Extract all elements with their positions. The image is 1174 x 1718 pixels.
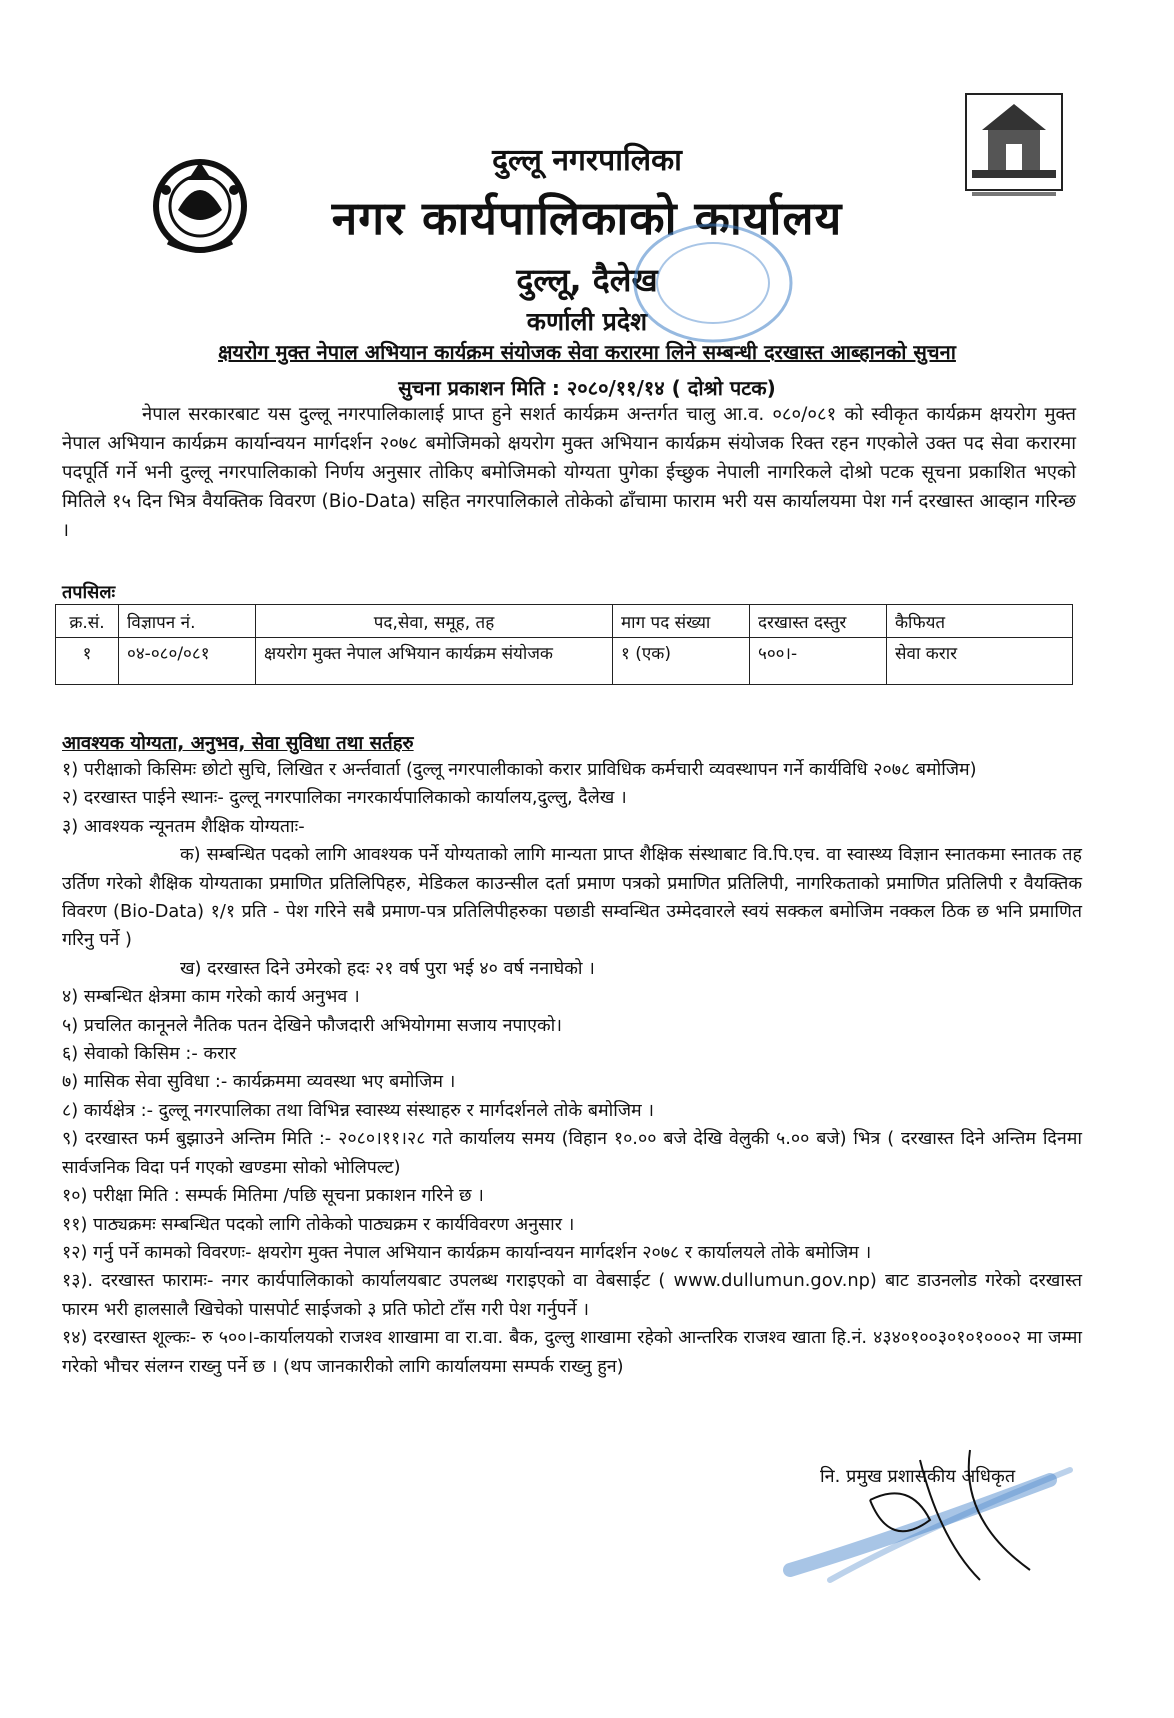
intro-paragraph: नेपाल सरकारबाट यस दुल्लू नगरपालिकालाई प्राप्त हुने सशर्त कार्यक्रम अन्तर्गत चालु आ.व. ०८०/०८१ को स्वीकृत कार्यक्रम क्षयरोग मुक्त नेपाल अभियान कार्यक्रम कार्यान्वयन मार्गदर्शन २०७८ बमोजिमको क्षयरोग मुक्त अभियान कार्यक्रम संयोजक रिक्त रहन गएकोले उक्त पद सेवा करारमा पदपूर्ति गर्ने भनी दुल्लू नगरपालिकाको निर्णय अनुसार तोकिए बमोजिमको योग्यता पुगेका ईच्छुक नेपाली नागरिकले दोश्रो पटक सूचना प्रकाशित भएको मितिले १५ दिन भित्र वैयक्तिक विवरण (Bio-Data) सहित नगरपालिकाले तोकेको ढाँचामा फाराम भरी यस कार्यालयमा पेश गर्न दरखास्त आव्हान गरिन्छ । bbox=[62, 404, 1076, 541]
office-name: नगर कार्यपालिकाको कार्यालय bbox=[331, 191, 843, 245]
list-item: ४) सम्बन्धित क्षेत्रमा काम गरेको कार्य अनुभव । bbox=[62, 986, 360, 1008]
notice-title: क्षयरोग मुक्त नेपाल अभियान कार्यक्रम संयोजक सेवा करारमा लिने सम्बन्धी दरखास्त आब्हानको सुचना bbox=[218, 340, 956, 364]
signature-stamp-icon bbox=[770, 1420, 1090, 1600]
cell-remarks: सेवा करार bbox=[887, 638, 1073, 685]
requirements-heading: आवश्यक योग्यता, अनुभव, सेवा सुविधा तथा सर्तहरु bbox=[62, 733, 414, 754]
office-place: दुल्लू, दैलेख bbox=[516, 261, 658, 299]
table-row bbox=[56, 638, 1073, 685]
table-header-row bbox=[56, 605, 1073, 638]
col-header-quantity: माग पद संख्या bbox=[613, 605, 750, 638]
list-item: ७) मासिक सेवा सुविधा :- कार्यक्रममा व्यवस्था भए बमोजिम । bbox=[62, 1071, 456, 1093]
list-item: २) दरखास्त पाईने स्थानः- दुल्लू नगरपालिका नगरकार्यपालिकाको कार्यालय,दुल्लु, दैलेख । bbox=[62, 787, 627, 809]
list-item: १३). दरखास्त फारामः- नगर कार्यपालिकाको कार्यालयबाट उपलब्ध गराइएको वा वेबसाईट ( www.dullumun.gov.np) बाट डाउनलोड गरेको दरखास्त फारम भरी हालसालै खिचेको पासपोर्ट साईजको ३ प्रति फोटो टाँस गरी पेश गर्नुपर्ने । bbox=[62, 1270, 1082, 1320]
province-name: कर्णाली प्रदेश bbox=[526, 307, 648, 336]
signatory-title: नि. प्रमुख प्रशासकीय अधिकृत bbox=[820, 1466, 1016, 1487]
vacancy-table bbox=[55, 604, 1073, 685]
col-header-ad-number: विज्ञापन नं. bbox=[119, 605, 256, 638]
publication-date: सुचना प्रकाशन मिति : २०८०/११/१४ ( दोश्रो पटक) bbox=[398, 376, 776, 400]
cell-post: क्षयरोग मुक्त नेपाल अभियान कार्यक्रम संयोजक bbox=[256, 638, 613, 685]
list-item: क) सम्बन्धित पदको लागि आवश्यक पर्ने योग्यताको लागि मान्यता प्राप्त शैक्षिक संस्थाबाट वि.पि.एच. वा स्वास्थ्य विज्ञान स्नातकमा स्नातक तह उर्तिण गरेको शैक्षिक योग्यताका प्रमाणित प्रतिलिपिहरु, मेडिकल काउन्सील दर्ता प्रमाण पत्रको प्रमाणित प्रतिलिपी, नागरिकताको प्रमाणित प्रतिलिपी र वैयक्तिक विवरण (Bio-Data) १/१ प्रति - पेश गरिने सबै प्रमाण-पत्र प्रतिलिपीहरुका पछाडी सम्वन्धित उम्मेदवारले स्वयं सक्कल बमोजिम नक्कल ठिक छ भनि प्रमाणित गरिनु पर्ने ) bbox=[62, 844, 1082, 951]
cell-serial: १ bbox=[56, 638, 119, 685]
list-item: ६) सेवाको किसिम :- करार bbox=[62, 1043, 237, 1065]
cell-fee: ५००।- bbox=[750, 638, 887, 685]
col-header-serial: क्र.सं. bbox=[56, 605, 119, 638]
details-label: तपसिलः bbox=[62, 582, 116, 603]
list-item: ८) कार्यक्षेत्र :- दुल्लू नगरपालिका तथा विभिन्न स्वास्थ्य संस्थाहरु र मार्गदर्शनले तोके बमोजिम । bbox=[62, 1099, 655, 1121]
org-name: दुल्लू नगरपालिका bbox=[492, 143, 682, 178]
list-item: ९) दरखास्त फर्म बुझाउने अन्तिम मिति :- २०८०।११।२८ गते कार्यालय समय (विहान १०.०० बजे देखि वेलुकी ५.०० बजे) भित्र ( दरखास्त दिने अन्तिम दिनमा सार्वजनिक विदा पर्न गएको खण्डमा सोको भोलिपल्ट) bbox=[62, 1128, 1082, 1178]
list-item: १२) गर्नु पर्ने कामको विवरणः- क्षयरोग मुक्त नेपाल अभियान कार्यक्रम कार्यान्वयन मार्गदर्शन २०७८ र कार्यालयले तोके बमोजिम । bbox=[62, 1241, 872, 1263]
list-item: १०) परीक्षा मिति : सम्पर्क मितिमा /पछि सूचना प्रकाशन गरिने छ । bbox=[62, 1185, 484, 1207]
list-item: ११) पाठ्यक्रमः सम्बन्धित पदको लागि तोकेको पाठ्यक्रम र कार्यविवरण अनुसार । bbox=[62, 1213, 575, 1235]
col-header-post: पद,सेवा, समूह, तह bbox=[256, 605, 613, 638]
list-item: १४) दरखास्त शूल्कः- रु ५००।-कार्यालयको राजश्व शाखामा वा रा.वा. बैक, दुल्लु शाखामा रहेको आन्तरिक राजश्व खाता हि.नं. ४३४०१००३०१०१०००२ मा जम्मा गरेको भौचर संलग्न राख्नु पर्ने छ । (थप जानकारीको लागि कार्यालयमा सम्पर्क राख्नु हुन) bbox=[62, 1327, 1082, 1377]
office-stamp-icon bbox=[628, 218, 798, 348]
list-item: ख) दरखास्त दिने उमेरको हदः २१ वर्ष पुरा भई ४० वर्ष ननाघेको । bbox=[180, 957, 595, 979]
list-item: ५) प्रचलित कानूनले नैतिक पतन देखिने फौजदारी अभियोगमा सजाय नपाएको। bbox=[62, 1014, 562, 1036]
list-item: १) परीक्षाको किसिमः छोटो सुचि, लिखित र अर्न्तवार्ता (दुल्लू नगरपालीकाको करार प्राविधिक कर्मचारी व्यवस्थापन गर्ने कार्यविधि २०७८ बमोजिम) bbox=[62, 759, 977, 780]
list-item: ३) आवश्यक न्यूनतम शैक्षिक योग्यताः- bbox=[62, 815, 305, 837]
col-header-remarks: कैफियत bbox=[887, 605, 1073, 638]
cell-ad-number: ०४-०८०/०८१ bbox=[119, 638, 256, 685]
requirements-list bbox=[62, 756, 1082, 1381]
cell-quantity: १ (एक) bbox=[613, 638, 750, 685]
col-header-fee: दरखास्त दस्तुर bbox=[750, 605, 887, 638]
